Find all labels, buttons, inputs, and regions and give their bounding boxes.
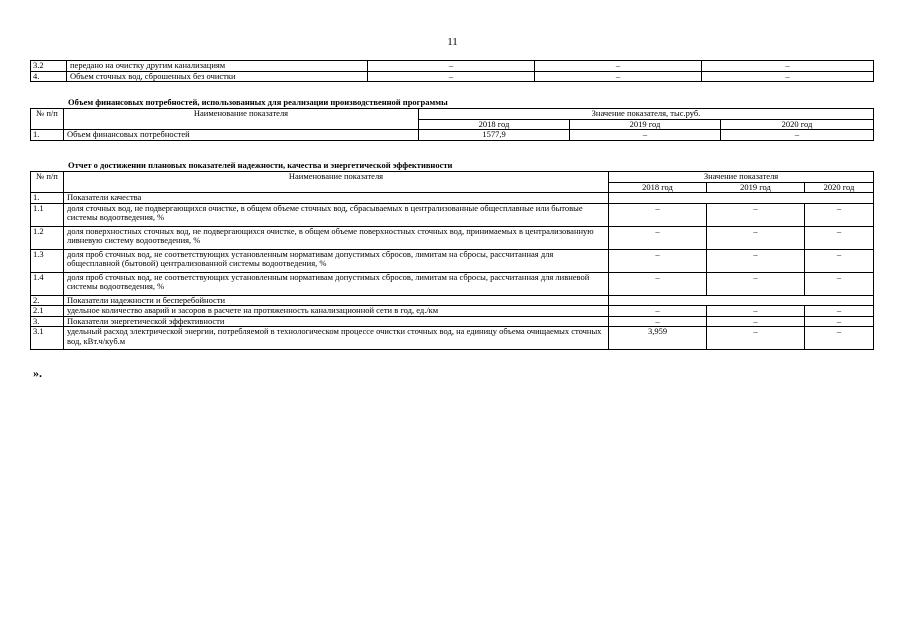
value-2020: – [805, 226, 874, 249]
value-2018: – [609, 272, 707, 295]
row-name: доля поверхностных сточных вод, не подвергающихся очистке, в общем объеме поверхностных сточных вод, принимаемых в централизованную ливневую систему водоотведения, % [64, 226, 609, 249]
table-row [31, 61, 874, 72]
table-row [31, 272, 874, 295]
table-row [31, 249, 874, 272]
row-number: 3.1 [31, 327, 64, 350]
value-2018: 1577,9 [419, 130, 570, 141]
row-name: доля проб сточных вод, не соответствующих установленным нормативам допустимых сбросов, лимитам на сбросы, рассчитанная для общесплавной (бытовой) централизованной системы водоотведения, % [64, 249, 609, 272]
row-number: 2. [31, 295, 64, 306]
page-number: 11 [447, 36, 458, 48]
header-year-2018: 2018 год [609, 182, 707, 193]
value-2019: – [535, 71, 702, 82]
value-2019: – [707, 226, 805, 249]
row-number: 1.2 [31, 226, 64, 249]
value-2020: – [805, 316, 874, 327]
row-name: Показатели надежности и бесперебойности [64, 295, 609, 306]
value-2018: – [609, 316, 707, 327]
header-value: Значение показателя [609, 172, 874, 183]
table-row [31, 203, 874, 226]
header-year-2019: 2019 год [707, 182, 805, 193]
value-2020: – [805, 203, 874, 226]
value-2018: – [609, 226, 707, 249]
table-row [31, 226, 874, 249]
closing-quote: ». [33, 366, 42, 380]
row-name: Объем финансовых потребностей [64, 130, 419, 141]
table-row [31, 71, 874, 82]
value-2020: – [805, 272, 874, 295]
financial-needs-title: Объем финансовых потребностей, использованных для реализации производственной программы [68, 97, 448, 107]
header-name: Наименование показателя [64, 172, 609, 193]
value-2020: – [805, 327, 874, 350]
value-2019: – [707, 249, 805, 272]
row-number: 1.1 [31, 203, 64, 226]
table-row [31, 306, 874, 317]
value-2018: – [368, 71, 535, 82]
row-number: 2.1 [31, 306, 64, 317]
row-name: доля проб сточных вод, не соответствующих установленным нормативам допустимых сбросов, лимитам на сбросы, рассчитанная для ливневой системы водоотведения, % [64, 272, 609, 295]
wastewater-volume-table-continuation [30, 60, 874, 82]
value-2020: – [721, 130, 874, 141]
value-2018: – [609, 249, 707, 272]
group-spacer [609, 193, 874, 204]
row-number: 1.3 [31, 249, 64, 272]
value-2020: – [805, 249, 874, 272]
value-2018: – [368, 61, 535, 72]
row-number: 4. [31, 71, 67, 82]
table-row [31, 193, 874, 204]
financial-needs-table [30, 108, 874, 141]
value-2019: – [707, 327, 805, 350]
row-number: 3. [31, 316, 64, 327]
value-2018: 3,959 [609, 327, 707, 350]
header-name: Наименование показателя [64, 109, 419, 130]
table-row [31, 327, 874, 350]
header-number: № п/п [31, 109, 64, 130]
header-number: № п/п [31, 172, 64, 193]
row-number: 1. [31, 193, 64, 204]
row-name: Объем сточных вод, сброшенных без очистки [67, 71, 368, 82]
table-row [31, 130, 874, 141]
performance-indicators-table [30, 171, 874, 350]
row-name: удельный расход электрической энергии, потребляемой в технологическом процессе очистки сточных вод, на единицу объема очищаемых сточных вод, кВт.ч/куб.м [64, 327, 609, 350]
value-2020: – [805, 306, 874, 317]
table-row [31, 316, 874, 327]
row-name: Показатели энергетической эффективности [64, 316, 609, 327]
row-name: удельное количество аварий и засоров в расчете на протяженность канализационной сети в год, ед./км [64, 306, 609, 317]
header-year-2019: 2019 год [570, 119, 721, 130]
value-2018: – [609, 203, 707, 226]
header-year-2018: 2018 год [419, 119, 570, 130]
group-spacer [609, 295, 874, 306]
header-year-2020: 2020 год [721, 119, 874, 130]
value-2019: – [707, 316, 805, 327]
value-2019: – [570, 130, 721, 141]
value-2019: – [707, 272, 805, 295]
row-name: Показатели качества [64, 193, 609, 204]
value-2020: – [702, 71, 874, 82]
value-2018: – [609, 306, 707, 317]
header-year-2020: 2020 год [805, 182, 874, 193]
value-2019: – [707, 306, 805, 317]
header-value: Значение показателя, тыс.руб. [419, 109, 874, 120]
value-2020: – [702, 61, 874, 72]
value-2019: – [707, 203, 805, 226]
value-2019: – [535, 61, 702, 72]
table-row [31, 295, 874, 306]
row-number: 1. [31, 130, 64, 141]
row-name: доля сточных вод, не подвергающихся очистке, в общем объеме сточных вод, сбрасываемых в централизованные общесплавные или бытовые системы водоотведения, % [64, 203, 609, 226]
performance-report-title: Отчет о достижении плановых показателей надежности, качества и энергетической эффективности [68, 160, 453, 170]
row-name: передано на очистку другим канализациям [67, 61, 368, 72]
row-number: 1.4 [31, 272, 64, 295]
row-number: 3.2 [31, 61, 67, 72]
